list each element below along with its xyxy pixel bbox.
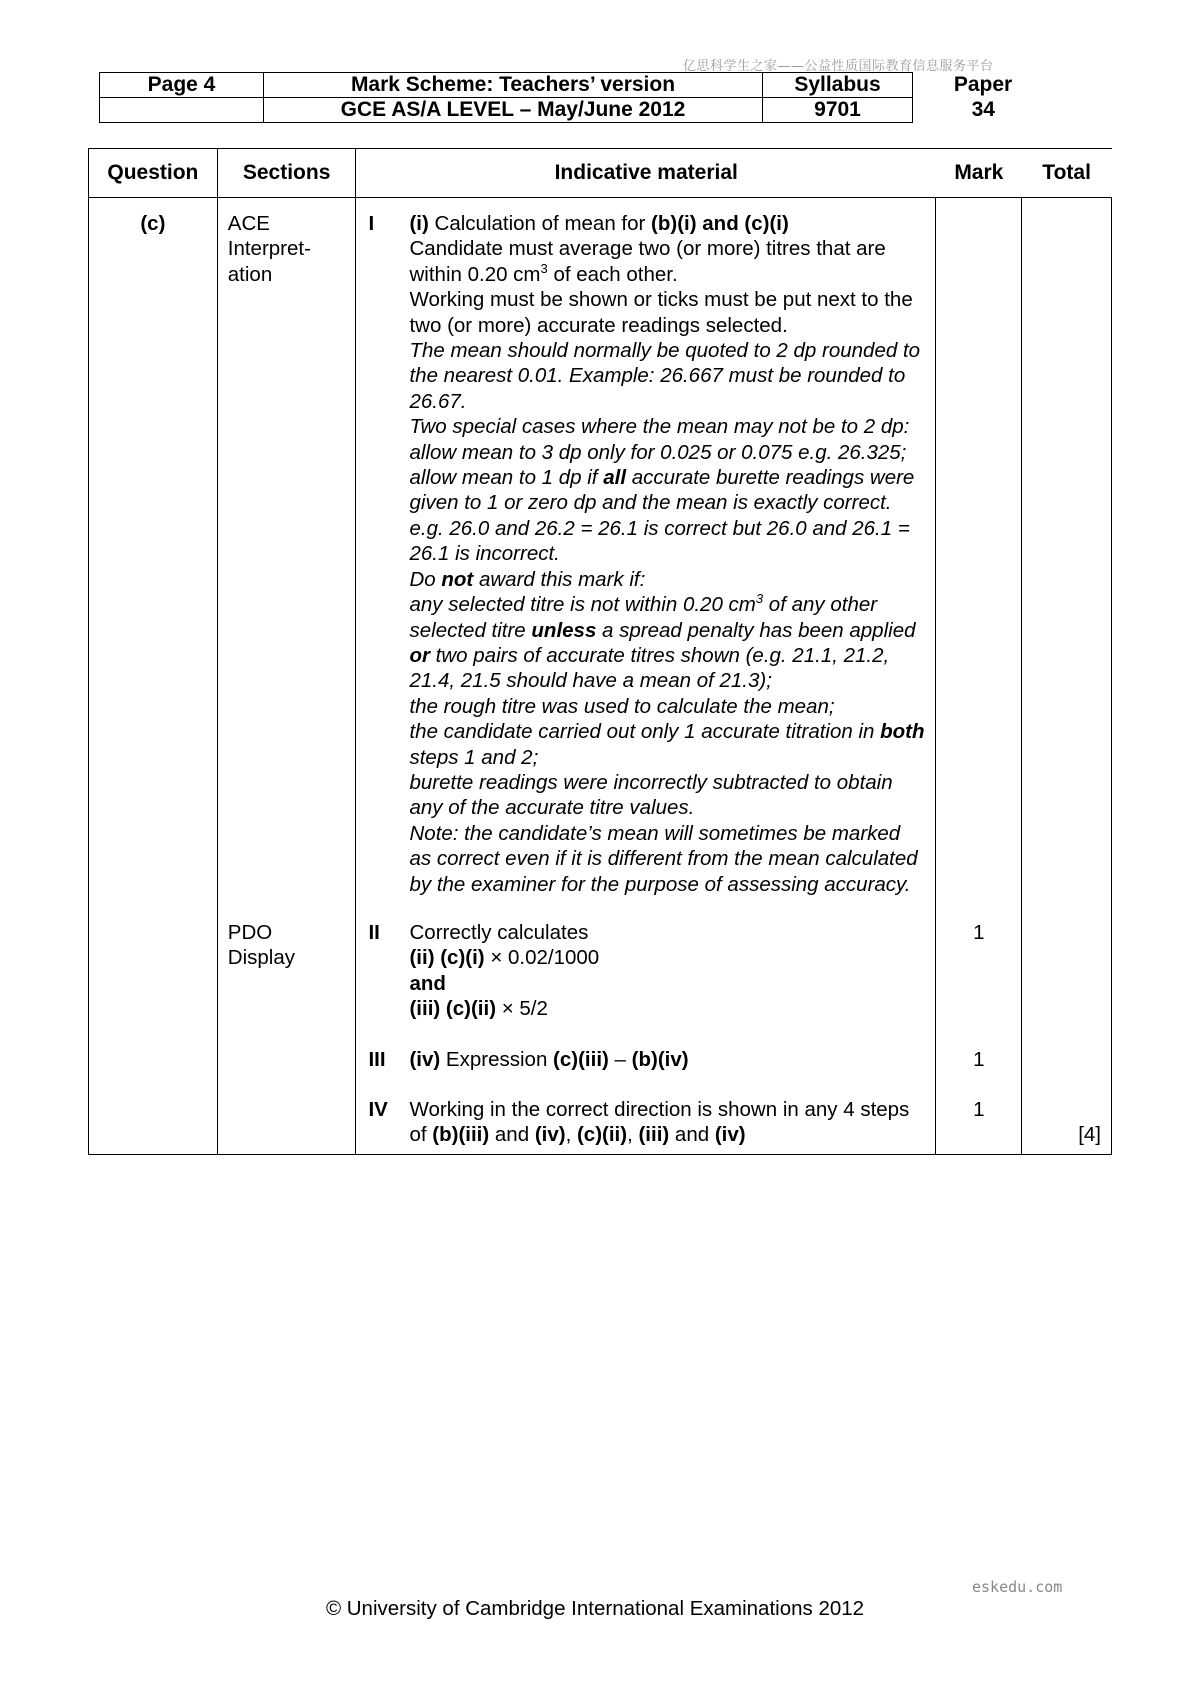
- item-line: Candidate must average two (or more) titres that are within 0.20 $cm^3$ of each other.: [409, 237, 886, 286]
- section-ace-line: ACE: [227, 212, 270, 235]
- question-cell: [89, 1047, 218, 1097]
- item-line: Correctly calculates: [409, 920, 589, 944]
- item-line: allow mean to 3 dp only for 0.025 or 0.075 e.g. 26.325;: [409, 440, 907, 464]
- document-subtitle: GCE AS/A LEVEL – May/June 2012: [264, 98, 763, 123]
- total-cell: [1022, 198, 1112, 920]
- watermark-bottom: eskedu.com: [972, 1578, 1063, 1596]
- document-title: Mark Scheme: Teachers’ version: [264, 73, 763, 98]
- footer-copyright: © University of Cambridge International Examinations 2012: [325, 1597, 865, 1620]
- syllabus-label: Syllabus: [763, 73, 913, 98]
- item-line: (i) Calculation of mean for (b)(i) and (c)(i): [409, 212, 789, 235]
- watermark-top: 亿思科学生之家——公益性质国际教育信息服务平台: [683, 59, 994, 74]
- item-line: (ii) (c)(i) × 0.02/1000: [409, 946, 600, 970]
- indicative-item-IV: [356, 1097, 936, 1154]
- header-table: [99, 72, 1054, 123]
- col-total: Total: [1042, 161, 1091, 184]
- total-cell: [1022, 1047, 1112, 1097]
- syllabus-code: 9701: [763, 98, 913, 123]
- item-line: the candidate carried out only 1 accurate titration in both steps 1 and 2;: [409, 720, 925, 769]
- indicative-item-II: [356, 920, 936, 1047]
- paper-label: Paper: [953, 73, 1013, 96]
- item-line: Two special cases where the mean may not be to 2 dp:: [409, 415, 910, 439]
- mark-value: 1: [936, 920, 1022, 1047]
- item-line: The mean should normally be quoted to 2 dp rounded to the nearest 0.01. Example: 26.667 must be rounded to 26.67.: [409, 339, 921, 413]
- col-question: Question: [89, 149, 218, 198]
- section-cell: [217, 1097, 356, 1154]
- item-numeral: IV: [368, 1098, 388, 1121]
- item-line: Note: the candidate’s mean will sometimes be marked as correct even if it is different from the mean calculated by the examiner for the purpose of assessing accuracy.: [409, 821, 918, 896]
- indicative-item-III: [356, 1047, 936, 1097]
- total-value: [4]: [1022, 1097, 1112, 1154]
- item-numeral: I: [368, 212, 375, 235]
- item-line: burette readings were incorrectly subtracted to obtain any of the accurate titre values.: [409, 770, 893, 820]
- col-indicative-material: Indicative material: [356, 149, 936, 198]
- mark-cell: [936, 198, 1022, 920]
- total-cell: [1022, 920, 1112, 1047]
- item-line: any selected titre is not within 0.20 $cm^3$ of any other selected titre unless a spread penalty has been applied or two pairs of accurate titres shown (e.g. 21.1, 21.2, 21.4, 21.5 should have a mean of 21.3);: [409, 591, 916, 693]
- col-sections: Sections: [217, 149, 356, 198]
- mark-scheme-table: [88, 148, 1112, 1155]
- item-line: Working must be shown or ticks must be put next to the two (or more) accurate readings selected.: [409, 288, 913, 337]
- item-line: Do not award this mark if:: [409, 567, 646, 591]
- question-number: (c): [89, 198, 218, 920]
- paper-number: 34: [971, 98, 995, 121]
- item-line: Working in the correct direction is shown in any 4 steps of (b)(iii) and (iv), (c)(ii), (iii) and (iv): [409, 1098, 910, 1147]
- mark-value: 1: [936, 1047, 1022, 1097]
- item-numeral: III: [368, 1047, 386, 1071]
- section-pdo-line: PDO: [227, 920, 273, 944]
- mark-value: 1: [936, 1097, 1022, 1154]
- item-line: and: [409, 971, 446, 995]
- question-cell: [89, 1097, 218, 1154]
- indicative-item-I: [356, 198, 936, 920]
- col-mark: Mark: [954, 161, 1004, 184]
- item-line: (iv) Expression (c)(iii) – (b)(iv): [409, 1047, 689, 1071]
- item-line: allow mean to 1 dp if all accurate burette readings were given to 1 or zero dp and the mean is exactly correct. e.g. 26.0 and 26.2 = 26.1 is correct but 26.0 and 26.1 = 26.1 is incorrect.: [409, 466, 915, 566]
- item-line: the rough titre was used to calculate the mean;: [409, 694, 835, 718]
- item-line: (iii) (c)(ii) × 5/2: [409, 997, 548, 1021]
- item-numeral: II: [368, 920, 380, 944]
- section-cell: [217, 1047, 356, 1097]
- question-cell: [89, 920, 218, 1047]
- section-ace-line: Interpret-: [227, 237, 311, 261]
- section-pdo-line: Display: [227, 946, 295, 970]
- header-empty-cell: [100, 98, 264, 123]
- section-ace-line: ation: [227, 262, 273, 286]
- page-number: Page 4: [100, 73, 264, 98]
- section-ace: [217, 198, 356, 920]
- section-pdo: [217, 920, 356, 1047]
